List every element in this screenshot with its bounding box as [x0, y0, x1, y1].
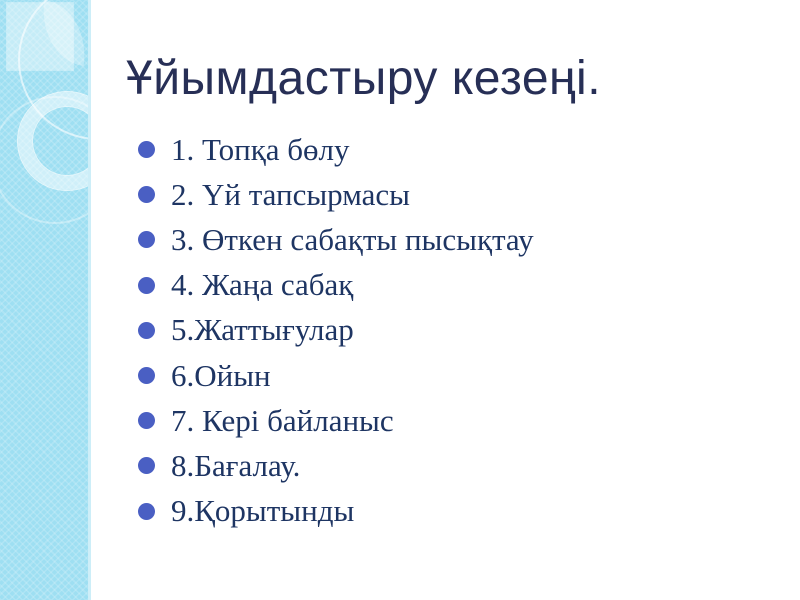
slide-title: Ұйымдастыру кезеңі.: [126, 52, 602, 105]
list-item-text: 9.Қорытынды: [171, 493, 355, 529]
list-item-text: 4. Жаңа сабақ: [171, 267, 354, 303]
list-item-text: 8.Бағалау.: [171, 447, 301, 483]
list-item: [138, 443, 534, 488]
list-item: [138, 489, 534, 534]
list-item-text: 6.Ойын: [171, 357, 271, 393]
bullet-icon: [138, 141, 155, 158]
agenda-list: [138, 127, 534, 534]
bullet-icon: [138, 503, 155, 520]
bullet-icon: [138, 231, 155, 248]
list-item-text: 5.Жаттығулар: [171, 312, 354, 348]
list-item: [138, 308, 534, 353]
bullet-icon: [138, 457, 155, 474]
bullet-icon: [138, 186, 155, 203]
sidebar-decoration-band: [0, 0, 91, 600]
list-item-text: 7. Кері байланыс: [171, 402, 394, 438]
list-item: [138, 263, 534, 308]
list-item: [138, 217, 534, 262]
list-item-text: 2. Үй тапсырмасы: [171, 176, 410, 212]
list-item: [138, 127, 534, 172]
list-item: [138, 353, 534, 398]
bullet-icon: [138, 277, 155, 294]
list-item-text: 1. Топқа бөлу: [171, 131, 350, 167]
list-item: [138, 398, 534, 443]
list-item-text: 3. Өткен сабақты пысықтау: [171, 221, 534, 257]
bullet-icon: [138, 367, 155, 384]
list-item: [138, 172, 534, 217]
bullet-icon: [138, 322, 155, 339]
bullet-icon: [138, 412, 155, 429]
